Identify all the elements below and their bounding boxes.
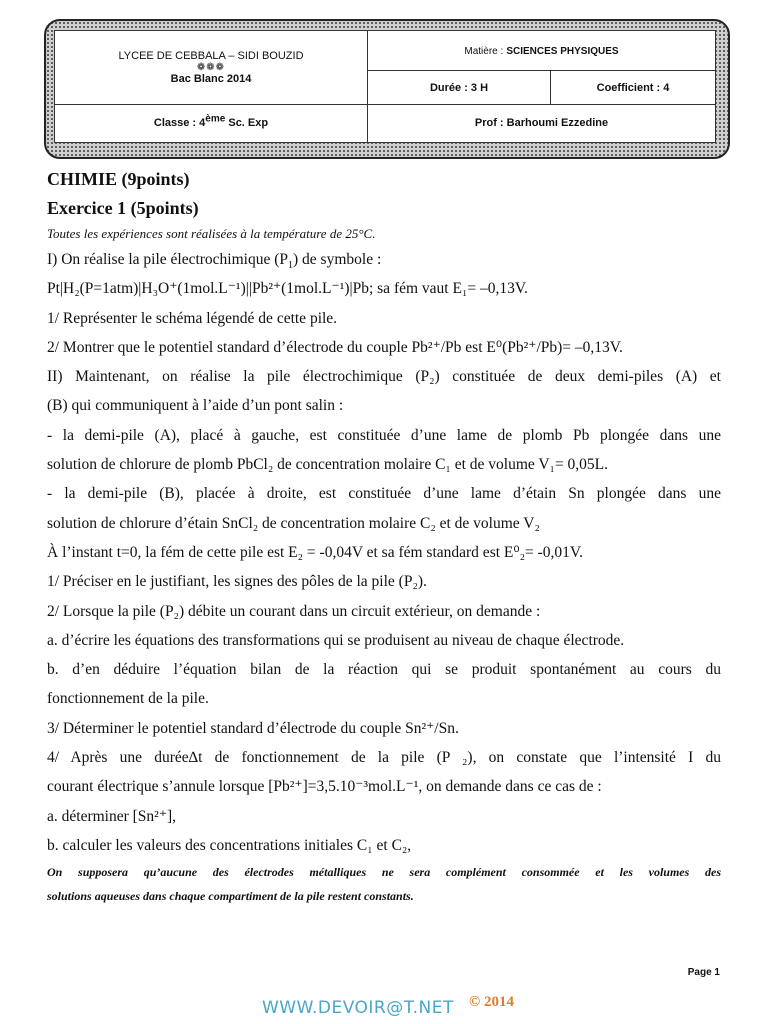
subject-value: SCIENCES PHYSIQUES [506,45,619,57]
class-prefix: Classe : 4 [153,117,206,130]
class-cell [55,104,368,142]
prof-cell: Prof : Barhoumi Ezzedine [368,104,716,142]
coefficient-cell: Coefficient : 4 [551,71,716,104]
question-line: À l’instant t=0, la fém de cette pile est E₂ = -0,04V et sa fém standard est E⁰₂= -0,01V. [47,543,583,561]
question-line: 2/ Lorsque la pile (P₂) débite un courant dans un circuit extérieur, on demande : [47,602,541,620]
exam-title: Bac Blanc 2014 [170,72,252,85]
question-line: b. d’en déduire l’équation bilan de la réaction qui se produit spontanément au cours du [47,661,721,679]
question-line: a. d’écrire les équations des transformations qui se produisent au niveau de chaque électrode. [47,631,625,649]
note-line: solutions aqueuses dans chaque compartiment de la pile restent constants. [47,889,414,904]
intro-text: Toutes les expériences sont réalisées à la température de 25°C. [47,226,376,241]
question-line: b. calculer les valeurs des concentrations initiales C₁ et C₂, [47,836,412,854]
watermark: WWW.DEVOIR@T.NET [262,998,454,1018]
ornament: ❁❁❁ [196,61,226,73]
question-line: 1/ Préciser en le justifiant, les signes des pôles de la pile (P₂). [47,573,427,591]
question-line: fonctionnement de la pile. [47,690,209,708]
question-line: solution de chlorure d’étain SnCl₂ de concentration molaire C₂ et de volume V₂ [47,514,540,532]
exercise-title: Exercice 1 (5points) [47,198,199,218]
question-line [47,245,721,274]
class-suffix: Sc. Exp [225,117,269,130]
section-title: CHIMIE (9points) [47,169,190,189]
school-cell [55,31,368,105]
duration-cell: Durée : 3 H [368,71,551,104]
copyright: © 2014 [469,994,514,1010]
question-line: 4/ Après une durée∆t de fonctionnement de la pile (P ₂), on constate que l’intensité I du [47,749,721,767]
question-line: II) Maintenant, on réalise la pile électrochimique (P₂) constituée de deux demi-piles (A) et [47,368,721,386]
class-sup: ème [205,113,226,125]
line-text: ) de symbole : [293,251,382,268]
question-line: 3/ Déterminer le potentiel standard d’électrode du couple Sn²⁺/Sn. [47,719,459,737]
question-line: (B) qui communiquent à l’aide d’un pont salin : [47,397,344,415]
subject-cell [368,31,716,71]
question-line: a. déterminer [Sn²⁺], [47,807,177,825]
line-text: I) On réalise la pile électrochimique (P [47,251,289,268]
subject-label: Matière : [464,45,504,57]
header-frame [44,19,730,159]
assumption-note [47,860,721,908]
question-line: - la demi-pile (A), placé à gauche, est constituée d’une lame de plomb Pb plongée dans une [47,426,721,444]
header-table [54,30,716,143]
question-line: 2/ Montrer que le potentiel standard d’électrode du couple Pb²⁺/Pb est E⁰(Pb²⁺/Pb)= –0,13V. [47,338,623,356]
question-line: courant électrique s’annule lorsque [Pb²⁺]=3,5.10⁻³mol.L⁻¹, on demande dans ce cas de : [47,778,602,796]
question-line: solution de chlorure de plomb PbCl₂ de concentration molaire C₁ et de volume V₁= 0,05L. [47,456,609,474]
question-line: 1/ Représenter le schéma légendé de cette pile. [47,309,338,327]
subscript: 1 [288,260,294,272]
exam-content [47,163,721,908]
cell-symbol-line: Pt|H₂(P=1atm)|H₃O⁺(1mol.L⁻¹)||Pb²⁺(1mol.L⁻¹)|Pb; sa fém vaut E₁= –0,13V. [47,280,528,298]
page-number: Page 1 [687,967,720,978]
note-line: On supposera qu’aucune des électrodes métalliques ne sera complément consommée et les volumes des [47,865,721,880]
question-line: - la demi-pile (B), placée à droite, est constituée d’une lame d’étain Sn plongée dans une [47,485,721,503]
school-name: LYCEE DE CEBBALA – SIDI BOUZID [118,49,304,62]
